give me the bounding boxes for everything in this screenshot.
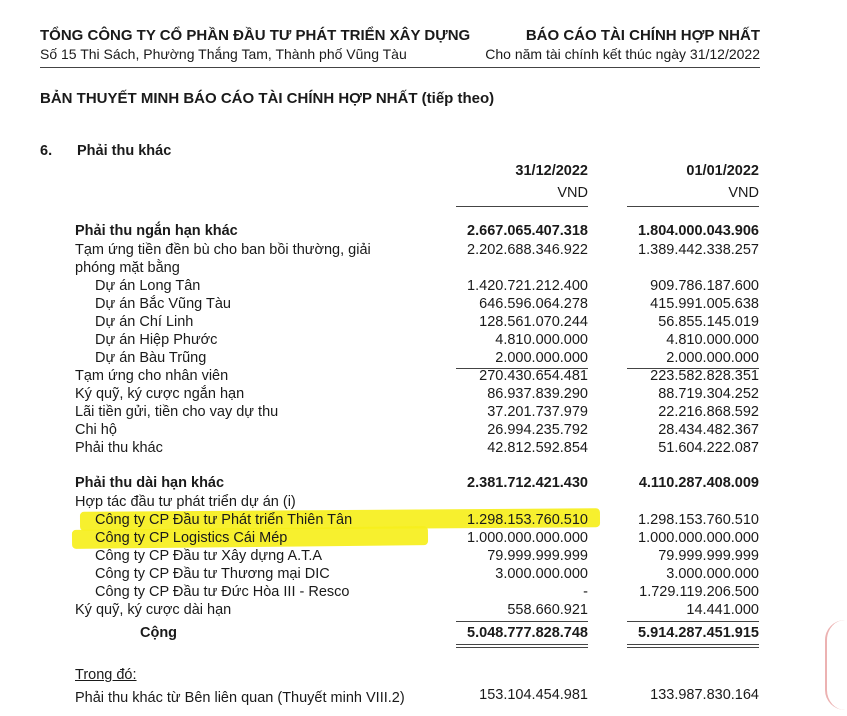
row-value-2021: 1.729.119.206.500 [639,584,759,600]
row-label: Lãi tiền gửi, tiền cho vay dự thu [75,404,279,420]
row-value-2021: 88.719.304.252 [658,386,759,402]
row-value-2022: 128.561.070.244 [479,314,588,330]
row-label: Ký quỹ, ký cược ngắn hạn [75,386,245,402]
row-value-2021: 14.441.000 [686,602,759,618]
row-value-2022: 2.667.065.407.318 [467,223,588,239]
company-address: Số 15 Thi Sách, Phường Thắng Tam, Thành phố Vũng Tàu [40,46,407,62]
row-value-2022: 3.000.000.000 [495,566,588,582]
row-label: Tạm ứng cho nhân viên [75,368,229,384]
row-label: Công ty CP Đầu tư Thương mại DIC [95,566,330,582]
related-party-value-2022: 153.104.454.981 [479,687,588,703]
row-label: Ký quỹ, ký cược dài hạn [75,602,232,618]
row-value-2021: 56.855.145.019 [658,314,759,330]
row-label: Công ty CP Logistics Cái Mép [95,530,288,546]
row-label: Phải thu dài hạn khác [75,475,225,491]
column-underline-2 [627,206,759,207]
total-double-line-2a [627,644,759,645]
row-value-2022: 42.812.592.854 [487,440,588,456]
row-value-2021: 51.604.222.087 [658,440,759,456]
row-label: Tạm ứng tiền đền bù cho ban bồi thường, giải [75,242,371,258]
row-label: Phải thu ngắn hạn khác [75,223,238,239]
row-label: Hợp tác đầu tư phát triển dự án (i) [75,494,296,510]
row-label: Công ty CP Đầu tư Phát triển Thiên Tân [95,512,353,528]
of-which-label: Trong đó: [75,667,137,683]
total-value-2021: 5.914.287.451.915 [638,625,759,641]
row-label: Dự án Bàu Trũng [95,350,207,366]
report-title: BÁO CÁO TÀI CHÍNH HỢP NHẤT [525,27,760,44]
related-party-value-2021: 133.987.830.164 [650,687,759,703]
related-party-label: Phải thu khác từ Bên liên quan (Thuyết minh VIII.2) [75,690,405,706]
row-value-2021: 22.216.868.592 [658,404,759,420]
row-value-2021: 79.999.999.999 [658,548,759,564]
row-value-2022: 37.201.737.979 [487,404,588,420]
row-value-2022: 79.999.999.999 [487,548,588,564]
row-value-2022: 1.298.153.760.510 [467,512,588,528]
row-value-2021: 2.000.000.000 [666,350,759,366]
row-value-2021: 909.786.187.600 [650,278,759,294]
row-label: Công ty CP Đầu tư Xây dựng A.T.A [95,548,323,564]
total-double-line-1a [456,644,588,645]
row-value-2021: 4.110.287.408.009 [638,475,759,491]
column-underline-1 [456,206,588,207]
row-value-2021: 1.298.153.760.510 [638,512,759,528]
column-unit-2: VND [728,185,759,201]
row-label: Dự án Long Tân [95,278,201,294]
row-value-2022: 2.202.688.346.922 [467,242,588,258]
row-value-2022: 4.810.000.000 [495,332,588,348]
note-title: Phải thu khác [77,143,172,159]
column-date-2022-start: 01/01/2022 [686,163,759,179]
total-label: Cộng [140,625,178,641]
company-name: TỔNG CÔNG TY CỔ PHẦN ĐẦU TƯ PHÁT TRIỂN XÂY DỰNG [40,27,471,44]
row-value-2022: - [583,584,588,600]
row-label: Dự án Chí Linh [95,314,194,330]
row-label: Chi hộ [75,422,117,438]
row-value-2022: 86.937.839.290 [487,386,588,402]
row-value-2021: 223.582.828.351 [650,368,759,384]
row-value-2021: 28.434.482.367 [658,422,759,438]
row-value-2022: 1.420.721.212.400 [467,278,588,294]
row-value-2022: 2.381.712.421.430 [467,475,588,491]
row-label-continued: phóng mặt bằng [75,260,180,276]
row-value-2021: 1.000.000.000.000 [638,530,759,546]
row-value-2021: 415.991.005.638 [650,296,759,312]
total-value-2022: 5.048.777.828.748 [467,625,588,641]
column-unit-1: VND [557,185,588,201]
row-label: Phải thu khác [75,440,163,456]
total-double-line-1b [456,647,588,648]
row-value-2022: 26.994.235.792 [487,422,588,438]
row-value-2022: 270.430.654.481 [479,368,588,384]
row-label: Dự án Hiệp Phước [95,332,218,348]
row-value-2022: 2.000.000.000 [495,350,588,366]
row-label: Công ty CP Đầu tư Đức Hòa III - Resco [95,584,350,600]
row-value-2021: 3.000.000.000 [666,566,759,582]
note-number: 6. [40,143,53,159]
row-label: Dự án Bắc Vũng Tàu [95,296,231,312]
total-line-top-1 [456,621,588,622]
row-value-2022: 646.596.064.278 [479,296,588,312]
section-title: BẢN THUYẾT MINH BÁO CÁO TÀI CHÍNH HỢP NHẤT (tiếp theo) [40,90,495,107]
column-date-2022-end: 31/12/2022 [515,163,588,179]
row-value-2022: 558.660.921 [507,602,588,618]
header-divider [40,67,760,68]
row-value-2021: 1.389.442.338.257 [638,242,759,258]
total-line-top-2 [627,621,759,622]
row-value-2021: 4.810.000.000 [666,332,759,348]
red-stamp-edge [825,620,845,710]
row-value-2021: 1.804.000.043.906 [638,223,759,239]
total-double-line-2b [627,647,759,648]
report-period: Cho năm tài chính kết thúc ngày 31/12/2022 [485,46,760,62]
row-value-2022: 1.000.000.000.000 [467,530,588,546]
